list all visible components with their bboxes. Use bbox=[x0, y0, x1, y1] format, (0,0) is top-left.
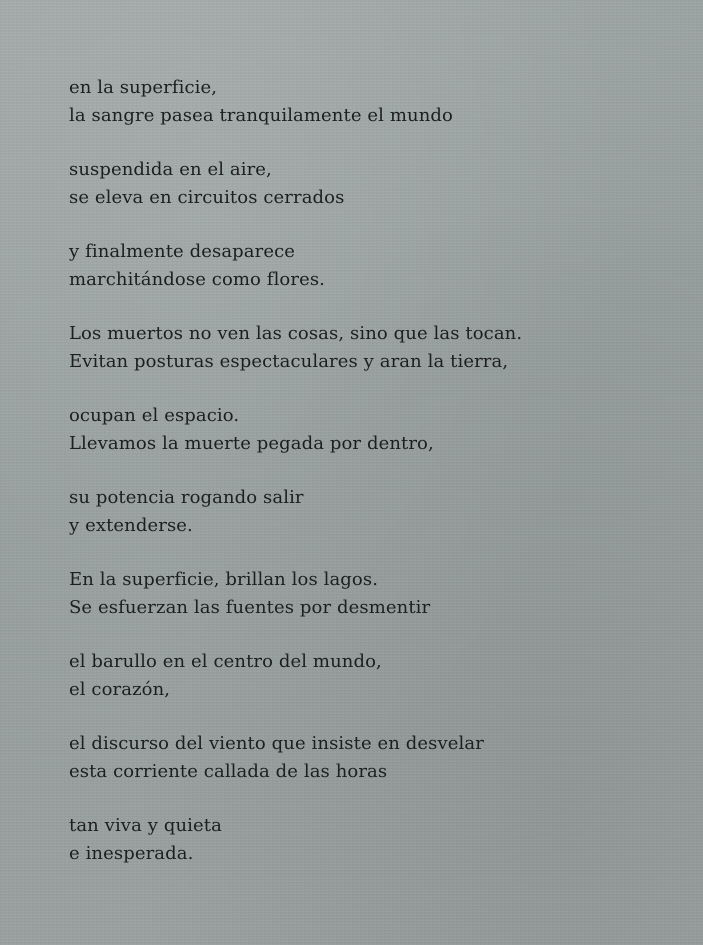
poem-line: marchitándose como flores. bbox=[69, 269, 325, 290]
poem-text bbox=[69, 74, 669, 894]
poem-line: el discurso del viento que insiste en desvelar bbox=[69, 733, 484, 754]
stanza-8 bbox=[69, 648, 669, 704]
poem-line: se eleva en circuitos cerrados bbox=[69, 187, 345, 208]
poem-line: ocupan el espacio. bbox=[69, 405, 240, 426]
poem-line: suspendida en el aire, bbox=[69, 159, 272, 180]
stanza-3 bbox=[69, 238, 669, 294]
stanza-1 bbox=[69, 74, 669, 130]
poem-line: y extenderse. bbox=[69, 515, 193, 536]
stanza-5 bbox=[69, 402, 669, 458]
poem-line: Evitan posturas espectaculares y aran la tierra, bbox=[69, 351, 509, 372]
poem-line: el corazón, bbox=[69, 679, 171, 700]
stanza-4 bbox=[69, 320, 669, 376]
poem-line: Los muertos no ven las cosas, sino que las tocan. bbox=[69, 323, 523, 344]
poem-line: En la superficie, brillan los lagos. bbox=[69, 569, 379, 590]
poem-line: Se esfuerzan las fuentes por desmentir bbox=[69, 597, 431, 618]
poem-line: en la superficie, bbox=[69, 77, 218, 98]
poem-line: el barullo en el centro del mundo, bbox=[69, 651, 382, 672]
poem-line: su potencia rogando salir bbox=[69, 487, 304, 508]
stanza-7 bbox=[69, 566, 669, 622]
stanza-10 bbox=[69, 812, 669, 868]
poem-line: Llevamos la muerte pegada por dentro, bbox=[69, 433, 434, 454]
poem-line: la sangre pasea tranquilamente el mundo bbox=[69, 105, 453, 126]
stanza-2 bbox=[69, 156, 669, 212]
stanza-6 bbox=[69, 484, 669, 540]
stanza-9 bbox=[69, 730, 669, 786]
poem-line: esta corriente callada de las horas bbox=[69, 761, 388, 782]
poem-line: y finalmente desaparece bbox=[69, 241, 295, 262]
poem-line: e inesperada. bbox=[69, 843, 194, 864]
poem-line: tan viva y quieta bbox=[69, 815, 222, 836]
